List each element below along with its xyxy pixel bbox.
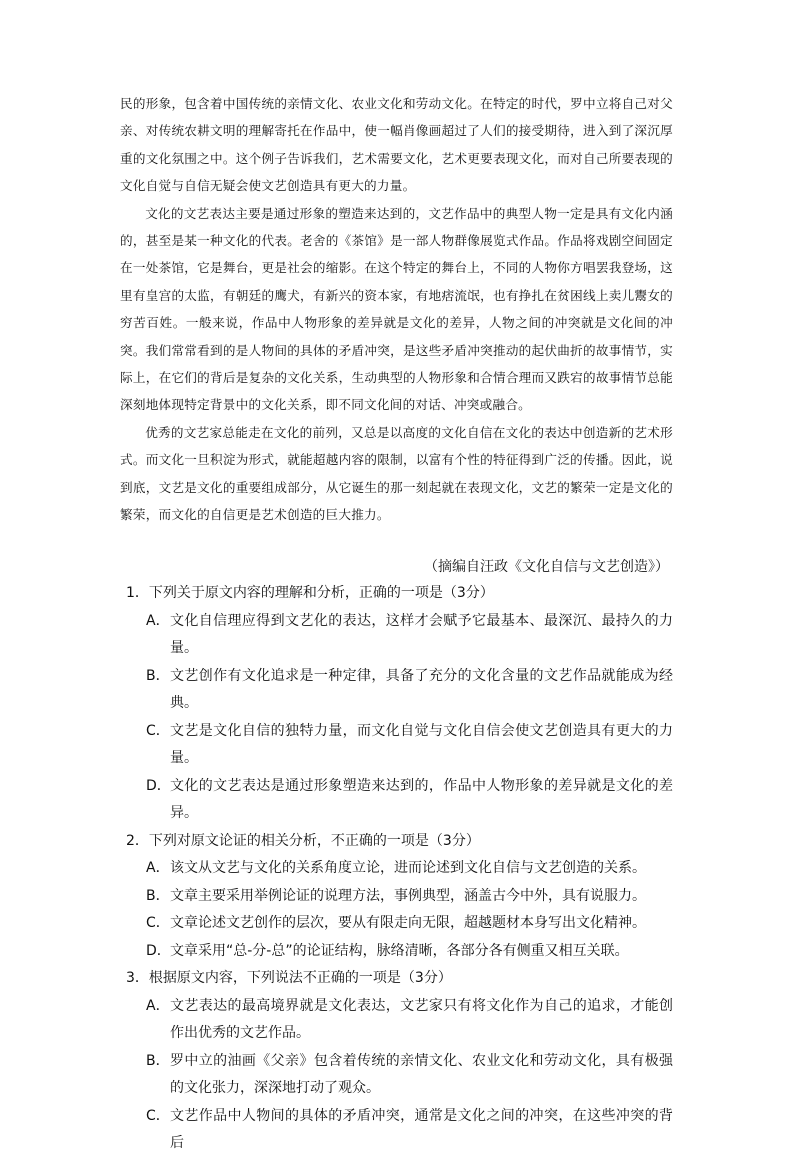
question-stem: 1．下列关于原文内容的理解和分析，正确的一项是（3分） xyxy=(126,585,494,601)
question-1 xyxy=(126,580,673,828)
option-letter: C． xyxy=(146,1107,170,1124)
passage-paragraph-1: 民的形象，包含着中国传统的亲情文化、农业文化和劳动文化。在特定的时代，罗中立将自己对父亲、对传统农耕文明的理解寄托在作品中，使一幅肖像画超过了人们的接受期待，进入到了深沉厚重的文化氛围之中。这个例子告诉我们，艺术需要文化，艺术更要表现文化，而对自己所要表现的文化自觉与自信无疑会使文艺创造具有更大的力量。 xyxy=(120,96,673,194)
option-d xyxy=(126,773,673,828)
option-letter: D． xyxy=(146,777,171,794)
option-c xyxy=(126,1103,673,1158)
option-text: 文艺创作有文化追求是一种定律，具备了充分的文化含量的文艺作品就能成为经典。 xyxy=(170,667,673,711)
option-a xyxy=(126,608,673,663)
option-text: 罗中立的油画《父亲》包含着传统的亲情文化、农业文化和劳动文化，具有极强的文化张力，深深地打动了观众。 xyxy=(170,1052,673,1096)
option-letter: C． xyxy=(146,722,170,739)
option-text: 该文从文艺与文化的关系角度立论，进而论述到文化自信与文艺创造的关系。 xyxy=(170,860,646,876)
option-letter: C． xyxy=(146,915,170,931)
option-letter: B． xyxy=(146,1052,170,1069)
option-text: 文化自信理应得到文艺化的表达，这样才会赋予它最基本、最深沉、最持久的力量。 xyxy=(170,612,673,656)
question-3 xyxy=(126,965,673,1158)
option-text: 文艺作品中人物间的具体的矛盾冲突，通常是文化之间的冲突，在这些冲突的背后 xyxy=(170,1107,673,1151)
option-letter: A． xyxy=(146,997,170,1014)
question-stem: 2．下列对原文论证的相关分析，不正确的一项是（3分） xyxy=(126,832,480,849)
question-2 xyxy=(126,828,673,966)
option-letter: B． xyxy=(146,887,170,904)
option-text: 文章主要采用举例论证的说理方法，事例典型，涵盖古今中外，具有说服力。 xyxy=(170,887,646,904)
option-a xyxy=(126,855,673,883)
passage-paragraph-3: 优秀的文艺家总能走在文化的前列，又总是以高度的文化自信在文化的表达中创造新的艺术形式。而文化一旦积淀为形式，就能超越内容的限制，以富有个性的特征得到广泛的传播。因此，说到底，文艺是文化的重要组成部分，从它诞生的那一刻起就在表现文化，文艺的繁荣一定是文化的繁荣，而文化的自信更是艺术创造的巨大推力。 xyxy=(120,424,673,523)
option-b xyxy=(126,663,673,718)
option-b xyxy=(126,883,673,911)
option-letter: A． xyxy=(146,860,170,876)
passage-paragraph-2: 文化的文艺表达主要是通过形象的塑造来达到的，文艺作品中的典型人物一定是具有文化内涵的，甚至是某一种文化的代表。老舍的《茶馆》是一部人物群像展览式作品。作品将戏剧空间固定在一处茶馆，它是舞台，更是社会的缩影。在这个特定的舞台上，不同的人物你方唱罢我登场，这里有皇宫的太监，有朝廷的鹰犬，有新兴的资本家，有地痞流氓，也有挣扎在贫困线上卖儿鬻女的穷苦百姓。一般来说，作品中人物形象的差异就是文化的差异，人物之间的冲突就是文化间的冲突。我们常常看到的是人物间的具体的矛盾冲突，是这些矛盾冲突推动的起伏曲折的故事情节，实际上，在它们的背后是复杂的文化关系，生动典型的人物形象和合情合理而又跌宕的故事情节总能深刻地体现特定背景中的文化关系，即不同文化间的对话、冲突或融合。 xyxy=(120,205,673,413)
question-list xyxy=(126,580,673,1158)
option-b xyxy=(126,1048,673,1103)
option-text: 文化的文艺表达是通过形象塑造来达到的，作品中人物形象的差异就是文化的差异。 xyxy=(170,777,673,821)
option-c xyxy=(126,910,673,938)
passage-source: （摘编自汪政《文化自信与文艺创造》） xyxy=(424,559,669,575)
option-letter: D． xyxy=(146,942,171,959)
option-a xyxy=(126,993,673,1048)
option-letter: B． xyxy=(146,667,170,684)
option-text: 文艺是文化自信的独特力量，而文化自觉与文化自信会使文艺创造具有更大的力量。 xyxy=(170,722,673,766)
option-text: 文艺表达的最高境界就是文化表达，文艺家只有将文化作为自己的追求，才能创作出优秀的文艺作品。 xyxy=(170,997,673,1041)
option-d xyxy=(126,938,673,966)
reading-passage xyxy=(120,90,673,529)
option-text: 文章采用“总-分-总”的论证结构，脉络清晰，各部分各有侧重又相互关联。 xyxy=(170,942,629,959)
option-c xyxy=(126,718,673,773)
question-stem: 3．根据原文内容，下列说法不正确的一项是（3分） xyxy=(126,970,452,986)
option-text: 文章论述文艺创作的层次，要从有限走向无限，超越题材本身写出文化精神。 xyxy=(170,915,646,931)
option-letter: A． xyxy=(146,612,170,629)
